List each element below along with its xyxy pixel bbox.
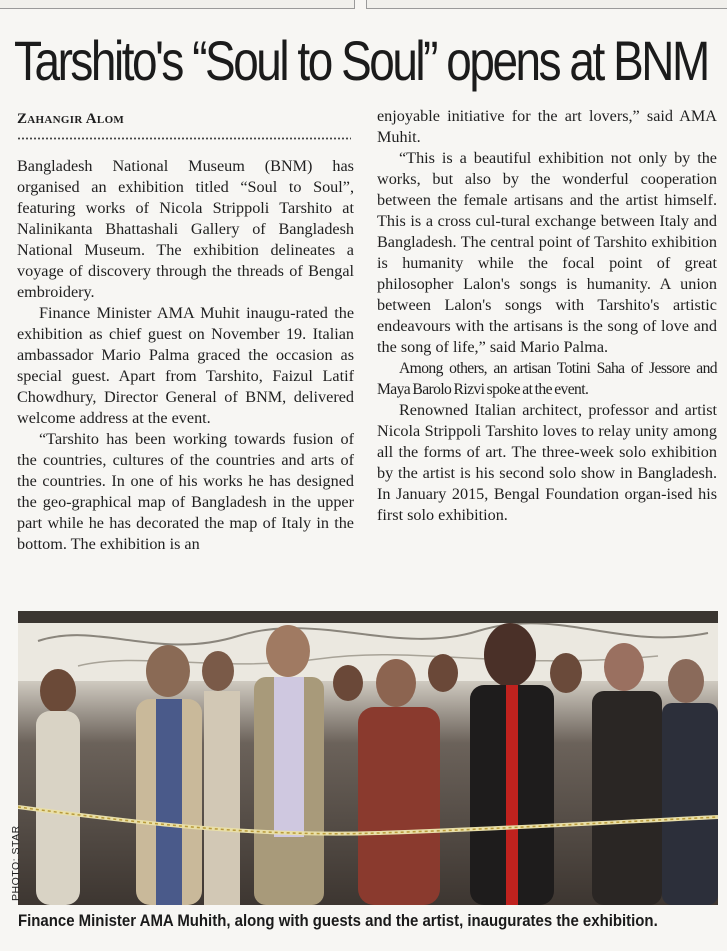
top-rule-right (366, 0, 727, 9)
col2-paragraph-1: enjoyable initiative for the art lovers,” said AMA Muhit. (377, 107, 717, 146)
article-column-1 (17, 156, 354, 555)
photo-caption: Finance Minister AMA Muhith, along with guests and the artist, inaugurates the exhibition. (18, 911, 658, 930)
col2-paragraph-4: Renowned Italian architect, professor and artist Nicola Strippoli Tarshito loves to relay unity among all the forms of art. The three-week solo exhibition by the artist is his second solo show in Bangladesh. In January 2015, Bengal Foundation organ-ised his first solo exhibition. (377, 401, 717, 524)
byline-dotted-rule (17, 137, 351, 140)
col1-paragraph-1: Bangladesh National Museum (BNM) has organised an exhibition titled “Soul to Soul”, featuring works of Nicola Strippoli Tarshito at Nalinikanta Bhattashali Gallery of Bangladesh National Museum. The exhibition delineates a voyage of discovery through the threads of Bengal embroidery. (17, 157, 354, 301)
ceiling-shadow (18, 611, 718, 623)
top-rule-left (0, 0, 355, 9)
col1-paragraph-3: “Tarshito has been working towards fusion of the countries, cultures of the countries and arts of the countries. In one of his works he has designed the geo-graphical map of Bangladesh in the upper part while he has decorated the map of Italy in the bottom. The exhibition is an (17, 430, 354, 553)
byline: Zahangir Alom (17, 111, 125, 127)
event-photo (18, 611, 718, 905)
col2-paragraph-2: “This is a beautiful exhibition not only by the works, but also by the wonderful cooperation between the female artisans and the artist himself. This is a cross cul-tural exchange between Italy and Bangladesh. The central point of Tarshito exhibition is humanity while the focal point of great philosopher Lalon's songs is humanity. A union between Lalon's songs with Tarshito's artistic endeavours with the artisans is the song of love and the song of life,” said Mario Palma. (377, 149, 717, 356)
col2-paragraph-3: Among others, an artisan Totini Saha of Jessore and Maya Barolo Rizvi spoke at the event. (377, 360, 717, 398)
article-column-2 (377, 106, 717, 526)
top-column-rules (0, 0, 727, 10)
headline: Tarshito's “Soul to Soul” opens at BNM (14, 29, 708, 92)
photo-credit-text: PHOTO: STAR (10, 825, 22, 901)
col1-paragraph-2: Finance Minister AMA Muhit inaugu-rated the exhibition as chief guest on November 19. Italian ambassador Mario Palma graced the occasion as special guest. Apart from Tarshito, Faizul Latif Chowdhury, Director General of BNM, delivered welcome address at the event. (17, 304, 354, 427)
event-photo-illustration (18, 611, 718, 905)
photo-credit (2, 775, 22, 905)
